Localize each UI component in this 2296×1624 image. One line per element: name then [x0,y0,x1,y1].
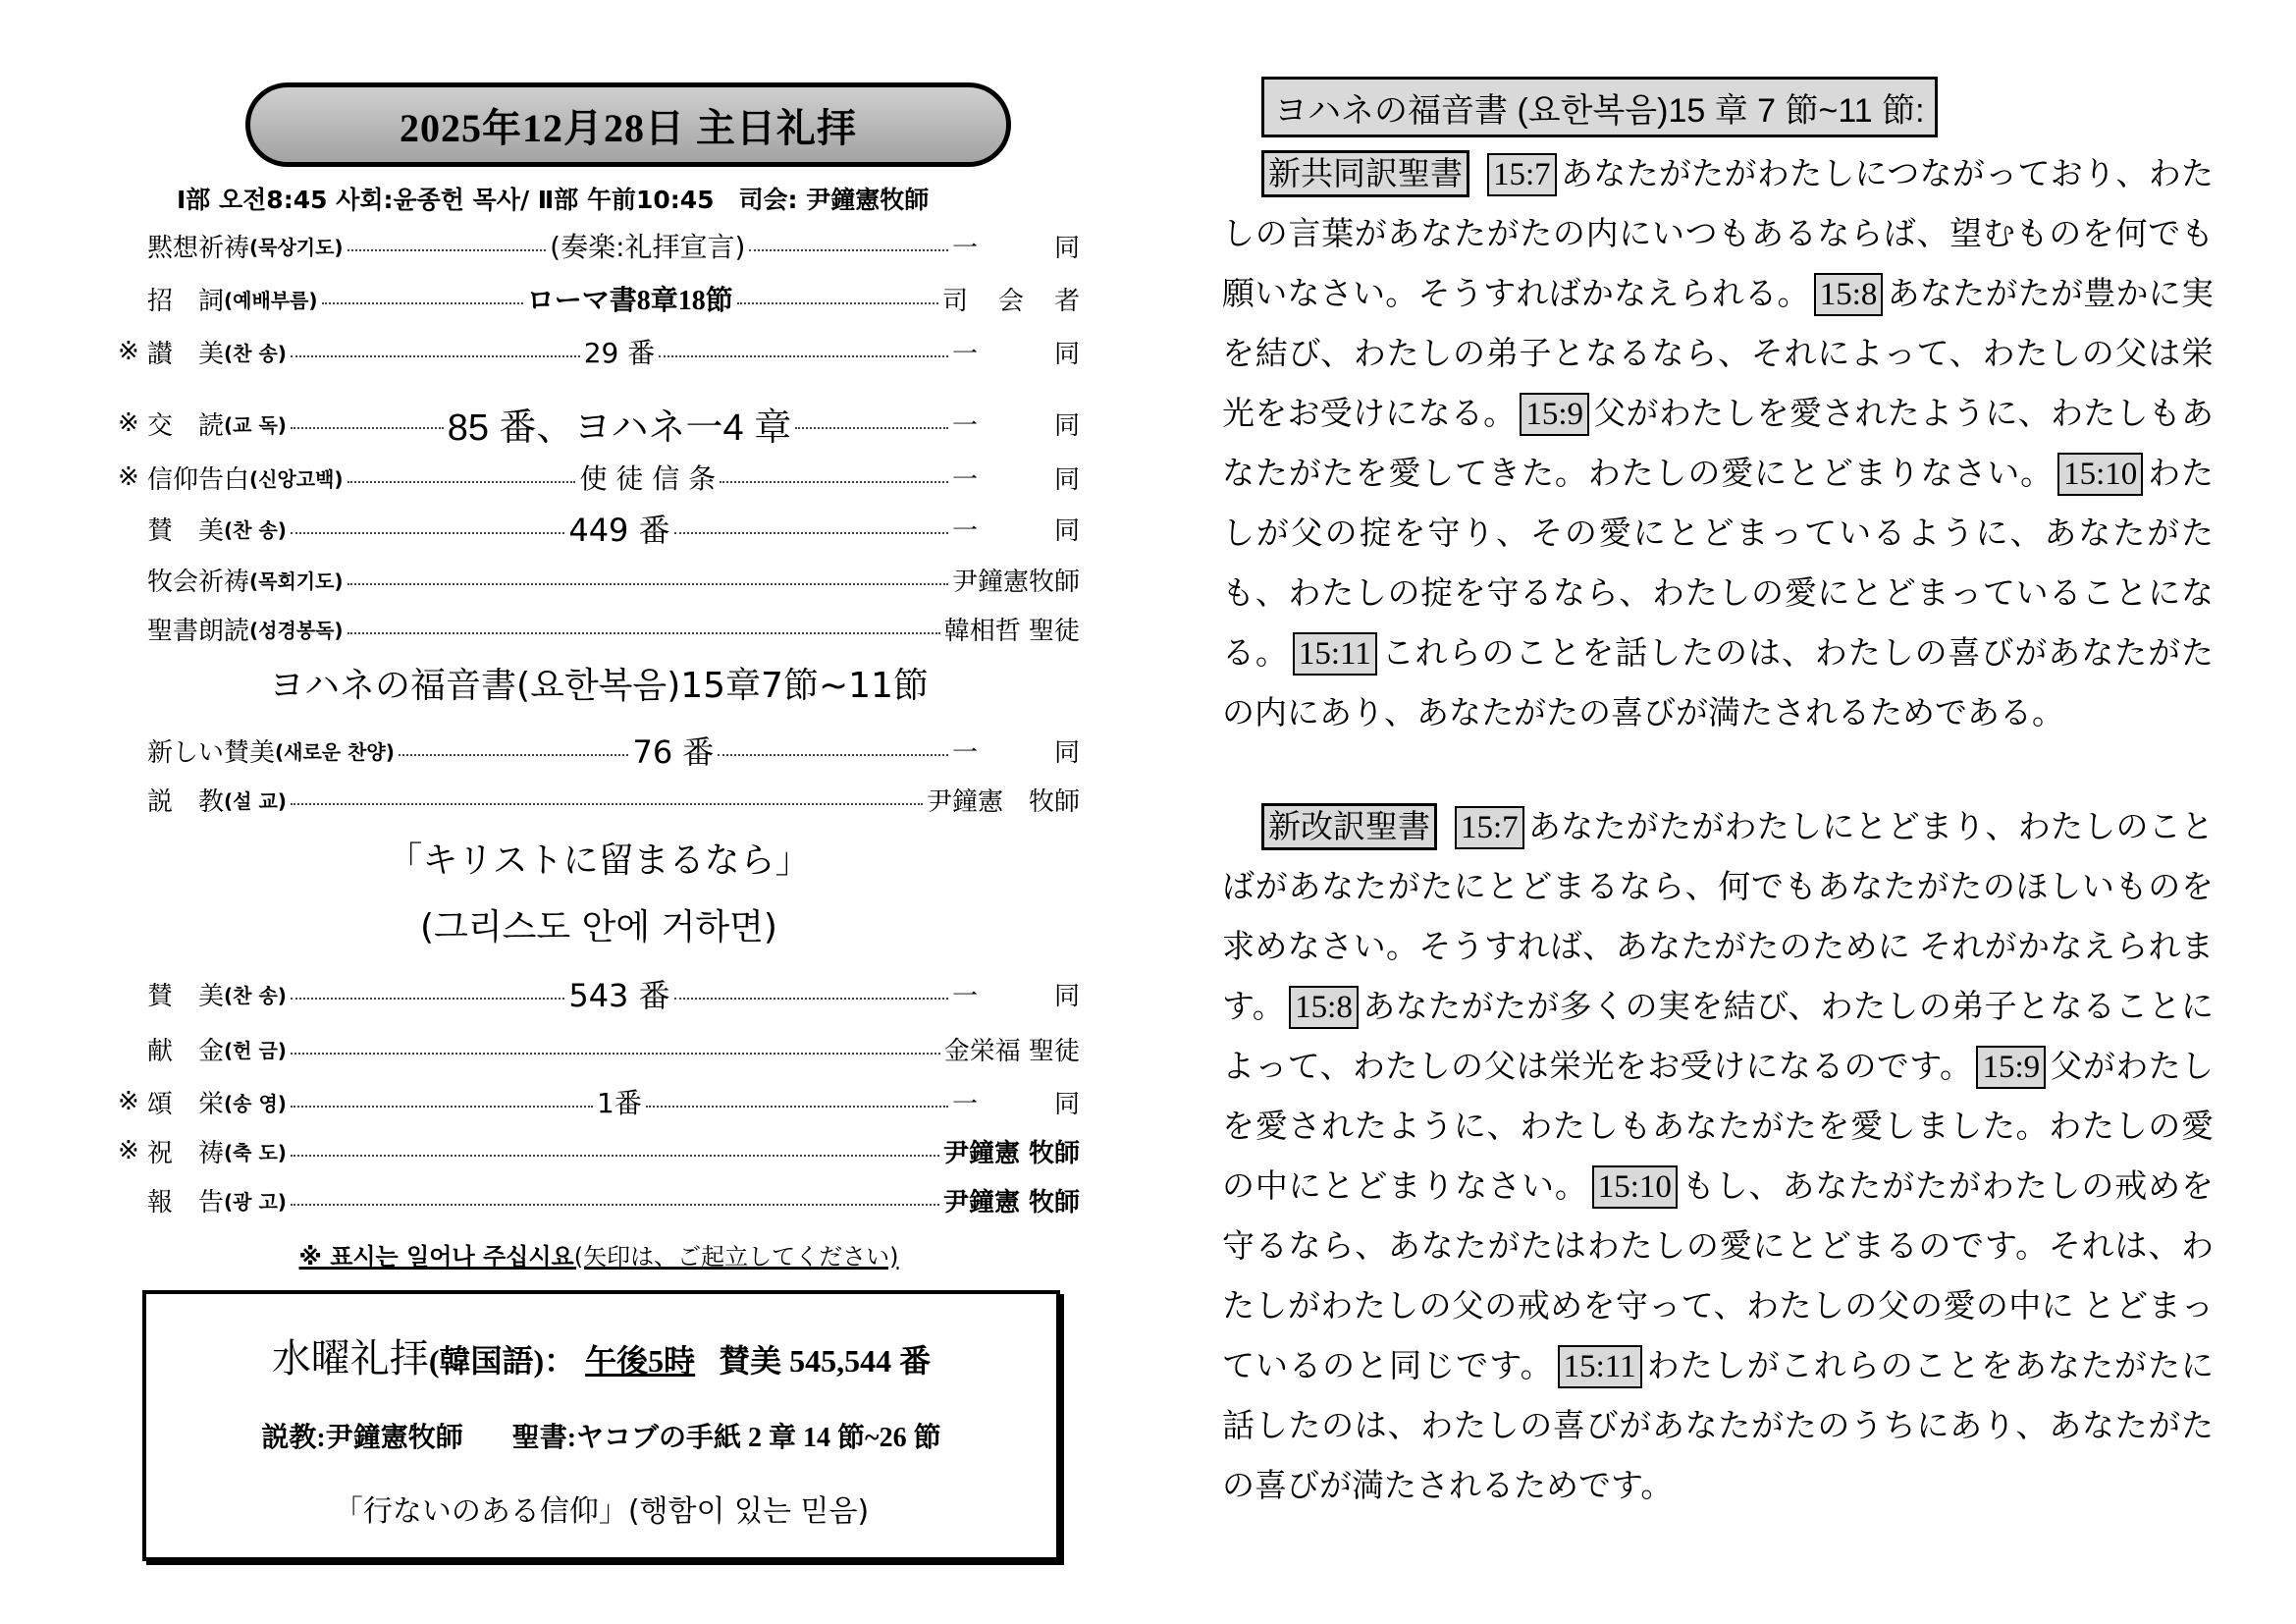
leader-dots [291,532,564,534]
translation-label: 新共同訳聖書 [1261,150,1469,197]
verse-number: 15:11 [1558,1345,1642,1388]
item-detail: ローマ書8章18節 [526,286,733,316]
wednesday-title: 水曜礼拝 [271,1336,429,1380]
translation-shinkaiyaku [1222,798,2214,1517]
verse-text: これらのことを話したのは、わたしの喜びがあなたがたの内にあり、あなたがたの喜びが満たされるためである。 [1222,636,2215,731]
leader-dots [718,754,948,756]
verse-number: 15:10 [2057,453,2143,496]
item-responsible: 尹鐘憲 牧師 [942,1138,1080,1168]
leader-dots [347,583,948,585]
item-responsible: 一 同 [952,981,1081,1011]
scripture-heading: ヨハネの福音書 (요한복음)15 章 7 節~11 節: [1261,77,1938,137]
order-row-hymn: ※ 讃 美 (찬 송) 29 番 一 同 [118,332,1080,371]
verse-text: あなたがたがわたしにとどまり、わたしのことばがあなたがたにとどまるなら、何でもあなたがたのほしいものを求めなさい。そうすれば、あなたがたのために それがかなえられます。 [1222,810,2214,1025]
item-detail: 76 番 [632,733,715,771]
leader-dots [646,1106,948,1108]
order-row-scripture-reading: 聖書朗読 (성경봉독) 韓相哲 聖徒 [118,609,1080,648]
order-row-praise: 賛 美 (찬 송) 449 番 一 同 [118,509,1080,548]
leader-dots [291,1053,940,1055]
leader-dots [674,998,948,1000]
verse-text: わたしがこれらのことをあなたがたに話したのは、わたしの喜びがあなたがたのうちにあり、あなたがたの喜びが満たされるためです。 [1222,1349,2214,1504]
order-row-creed: ※ 信仰告白 (신앙고백) 使 徒 信 条 一 同 [118,458,1080,497]
order-row-doxology: ※ 頌 栄 (송 영) 1番 一 同 [118,1082,1080,1121]
order-row-announcements: 報 告 (광 고) 尹鐘憲 牧師 [118,1180,1080,1219]
standing-note [118,1237,1080,1272]
leader-dots [737,302,938,304]
wednesday-details [146,1416,1056,1455]
wednesday-lang: (韓国語)： [428,1343,576,1379]
leader-dots [399,754,629,756]
verse-number: 15:11 [1293,632,1377,676]
standing-note-kr: ※ 표시는 일어나 주십시요 [298,1243,574,1271]
wednesday-time: 午後5時 [585,1343,696,1379]
item-responsible: 司 会 者 [942,286,1080,316]
leader-dots [291,998,564,1000]
wednesday-scripture: 聖書:ヤコブの手紙 2 章 14 節~26 節 [511,1423,941,1453]
leader-dots [322,302,523,304]
item-detail: 1番 [597,1087,642,1119]
order-row-responsive-reading: ※ 交 読 (교 독) 85 番、ヨハネ一4 章 一 同 [118,399,1080,448]
leader-dots [795,427,948,429]
item-detail: 29 番 [583,337,656,369]
verse-number: 15:7 [1455,806,1524,849]
wednesday-sermon: 「行ないのある信仰」(행함이 있는 믿음) [333,1494,870,1529]
scripture-title: ヨハネの福音書(요한복음)15章7節~11節 [269,666,929,706]
item-detail: 449 番 [568,512,670,549]
translation-shinkyodo [1222,145,2214,744]
verse-text: 父がわたしを愛されたように、わたしもあなたがたを愛してきた。わたしの愛にとどまりなさい。 [1222,397,2215,492]
standing-note-jp: (矢印は、ご起立してください) [573,1243,899,1271]
leader-dots [291,355,580,357]
item-responsible: 韓相哲 聖徒 [943,616,1080,646]
wednesday-service-box [142,1290,1060,1561]
item-label-kr: (묵상기도) [249,235,344,259]
order-row-call-to-worship: 招 詞 (예배부름) ローマ書8章18節 司 会 者 [118,279,1080,318]
item-responsible: 一 同 [952,737,1080,768]
order-row-benediction: ※ 祝 祷 (축 도) 尹鐘憲 牧師 [118,1131,1080,1170]
item-detail: (奏楽:礼拝宣言) [550,231,746,263]
verse-number: 15:10 [1592,1165,1678,1209]
leader-dots [674,532,948,534]
item-detail: 543 番 [568,977,670,1014]
verse-text: あなたがたが豊かに実を結び、わたしの弟子となるなら、それによって、わたしの父は栄光をお受けになる。 [1222,277,2215,432]
item-responsible: 尹鐘憲 牧師 [926,786,1080,817]
service-title: 2025年12月28日 主日礼拝 [400,105,857,150]
order-row-pastoral-prayer: 牧会祈祷 (목회기도) 尹鐘憲牧師 [118,560,1080,599]
item-responsible: 金栄福 聖徒 [943,1036,1080,1066]
item-responsible: 尹鐘憲牧師 [951,567,1080,597]
item-detail: 使 徒 信 条 [579,462,717,495]
wednesday-hymns: 賛美 545,544 番 [719,1343,932,1379]
verse-number: 15:9 [1520,393,1589,436]
order-row-silent-prayer [118,226,1080,265]
order-row-new-hymn: 新しい賛美 (새로운 찬양) 76 番 一 同 [118,731,1080,770]
sermon-title-kr: (그리스도 안에 거하면) [420,907,777,947]
verse-number: 15:9 [1976,1046,2046,1089]
item-responsible: 一 同 [952,233,1080,263]
item-responsible: 一 同 [952,464,1080,495]
leader-dots [291,1155,939,1157]
item-responsible: 一 同 [952,515,1081,546]
item-responsible: 一 同 [952,1089,1081,1119]
leader-dots [291,1204,939,1206]
leader-dots [749,249,948,251]
item-responsible: 一 同 [952,339,1080,369]
item-responsible: 尹鐘憲 牧師 [942,1187,1080,1218]
leader-dots [347,632,940,634]
service-title-banner [245,82,1011,167]
verse-text: 父がわたしを愛されたように、わたしもあなたがたを愛しました。わたしの愛の中にとどまりなさい。 [1222,1050,2215,1205]
verse-text: もし、あなたがたがわたしの戒めを守るなら、あなたがたはわたしの愛にとどまるのです。それは、わたしがわたしの父の戒めを守って、わたしの父の愛の中に とどまっているのと同じです。 [1222,1169,2215,1384]
verse-text: あなたがたがわたしにつながっており、わたしの言葉があなたがたの内にいつもあるならば、望むものを何でも願いなさい。そうすればかなえられる。 [1222,157,2214,312]
service-times: Ⅰ部 오전8:45 사회:윤종헌 목사/ Ⅱ部 午前10:45 司会: 尹鐘憲牧師 [177,186,930,214]
verse-number: 15:8 [1814,273,1884,316]
sermon-title-jp: 「キリストに留まるなら」 [387,840,811,881]
verse-number: 15:8 [1289,986,1359,1029]
leader-dots [347,481,576,483]
item-responsible: 一 同 [952,410,1080,441]
order-row-sermon: 説 教 (설 교) 尹鐘憲 牧師 [118,780,1080,819]
leader-dots [659,355,948,357]
item-detail: 85 番、ヨハネ一4 章 [447,406,792,449]
leader-dots [291,427,444,429]
leader-dots [291,1106,593,1108]
wednesday-preacher: 説教:尹鐘憲牧師 [261,1423,463,1453]
wednesday-heading [146,1327,1056,1383]
order-row-offering: 献 金 (헌 금) 金栄福 聖徒 [118,1029,1080,1068]
leader-dots [291,803,923,805]
item-label: 黙想祈祷 [147,233,250,263]
order-row-closing-hymn: 賛 美 (찬 송) 543 番 一 同 [118,974,1080,1013]
verse-number: 15:7 [1487,153,1557,196]
translation-label: 新改訳聖書 [1261,803,1437,850]
leader-dots [720,481,948,483]
leader-dots [347,249,547,251]
verse-text: あなたがたが多くの実を結び、わたしの弟子となることによって、わたしの父は栄光をお受けになるのです。 [1222,990,2214,1085]
verse-text: わたしが父の掟を守り、その愛にとどまっているように、あなたがたも、わたしの掟を守るなら、わたしの愛にとどまっていることになる。 [1222,457,2215,672]
